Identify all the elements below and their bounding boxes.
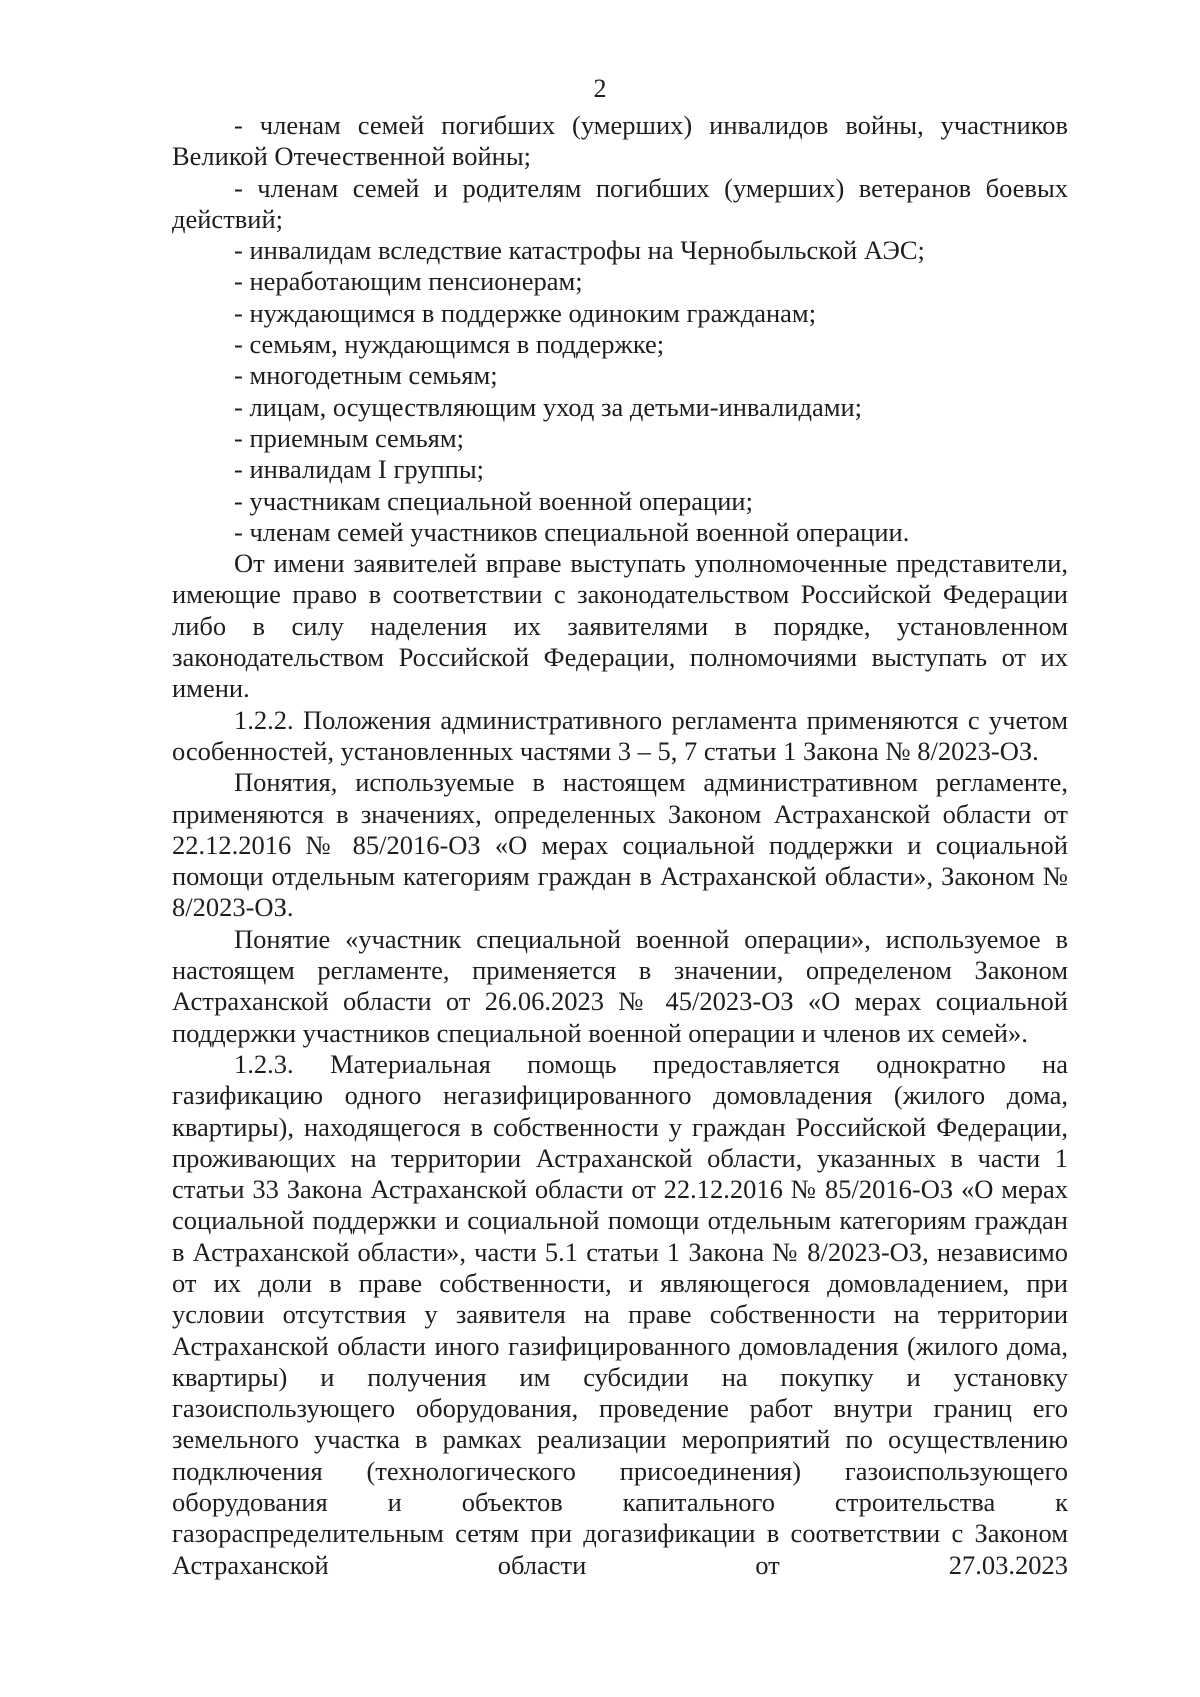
list-item: - членам семей и родителям погибших (умерших) ветеранов боевых действий; [172,172,1068,234]
list-item: - приемным семьям; [234,422,464,453]
list-item: - нуждающимся в поддержке одиноким гражданам; [234,297,817,328]
page-number: 2 [593,74,607,103]
list-item: - инвалидам I группы; [234,454,485,485]
paragraph-svo-definition: Понятие «участник специальной военной операции», используемое в настоящем регламенте, применяется в значении, определеном Законом Астраханской области от 26.06.2023 № 45/2023-ОЗ «О мерах социальной поддержки участников специальной военной операции и членов их семей». [172,923,1068,1048]
paragraph-representatives: От имени заявителей вправе выступать уполномоченные представители, имеющие право в соответствии с законодательством Российской Федерации либо в силу наделения их заявителями в порядке, установленном законодательством Российской Федерации, полномочиями выступать от их имени. [172,548,1068,704]
list-item: - многодетным семьям; [234,360,498,391]
list-item: - членам семей участников специальной военной операции. [234,516,910,547]
list-item: - участникам специальной военной операции; [234,485,753,516]
paragraph-1-2-3: 1.2.3. Материальная помощь предоставляется однократно на газификацию одного негазифицированного домовладения (жилого дома, квартиры), находящегося в собственности у граждан Российской Федерации, проживающих на территории Астраханской области, указанных в части 1 статьи 33 Закона Астраханской области от 22.12.2016 № 85/2016-ОЗ «О мерах социальной поддержки и социальной помощи отдельным категориям граждан в Астраханской области», части 5.1 статьи 1 Закона № 8/2023-ОЗ, независимо от их доли в праве собственности, и являющегося домовладением, при условии отсутствия у заявителя на праве собственности на территории Астраханской области иного газифицированного домовладения (жилого дома, квартиры) и получения им субсидии на покупку и установку газоиспользующего оборудования, проведение работ внутри границ его земельного участка в рамках реализации мероприятий по осуществлению подключения (технологического присоединения) газоиспользующего оборудования и объектов капитального строительства к газораспределительным сетям при догазификации в соответствии с Законом Астраханской области от 27.03.2023 [172,1048,1068,1580]
list-item: - инвалидам вследствие катастрофы на Чернобыльской АЭС; [234,235,925,266]
list-item: - семьям, нуждающимся в поддержке; [234,329,665,360]
list-item: - лицам, осуществляющим уход за детьми-инвалидами; [234,391,863,422]
list-item: - членам семей погибших (умерших) инвалидов войны, участников Великой Отечественной войны; [172,110,1068,172]
paragraph-definitions: Понятия, используемые в настоящем административном регламенте, применяются в значениях, определенных Законом Астраханской области от 22.12.2016 № 85/2016-ОЗ «О мерах социальной поддержки и социальной помощи отдельным категориям граждан в Астраханской области», Законом № 8/2023-ОЗ. [172,767,1068,923]
paragraph-1-2-2: 1.2.2. Положения административного регламента применяются с учетом особенностей, установленных частями 3 – 5, 7 статьи 1 Закона № 8/2023-ОЗ. [172,704,1068,766]
document-body [172,110,1068,1581]
list-item: - неработающим пенсионерам; [234,266,583,297]
